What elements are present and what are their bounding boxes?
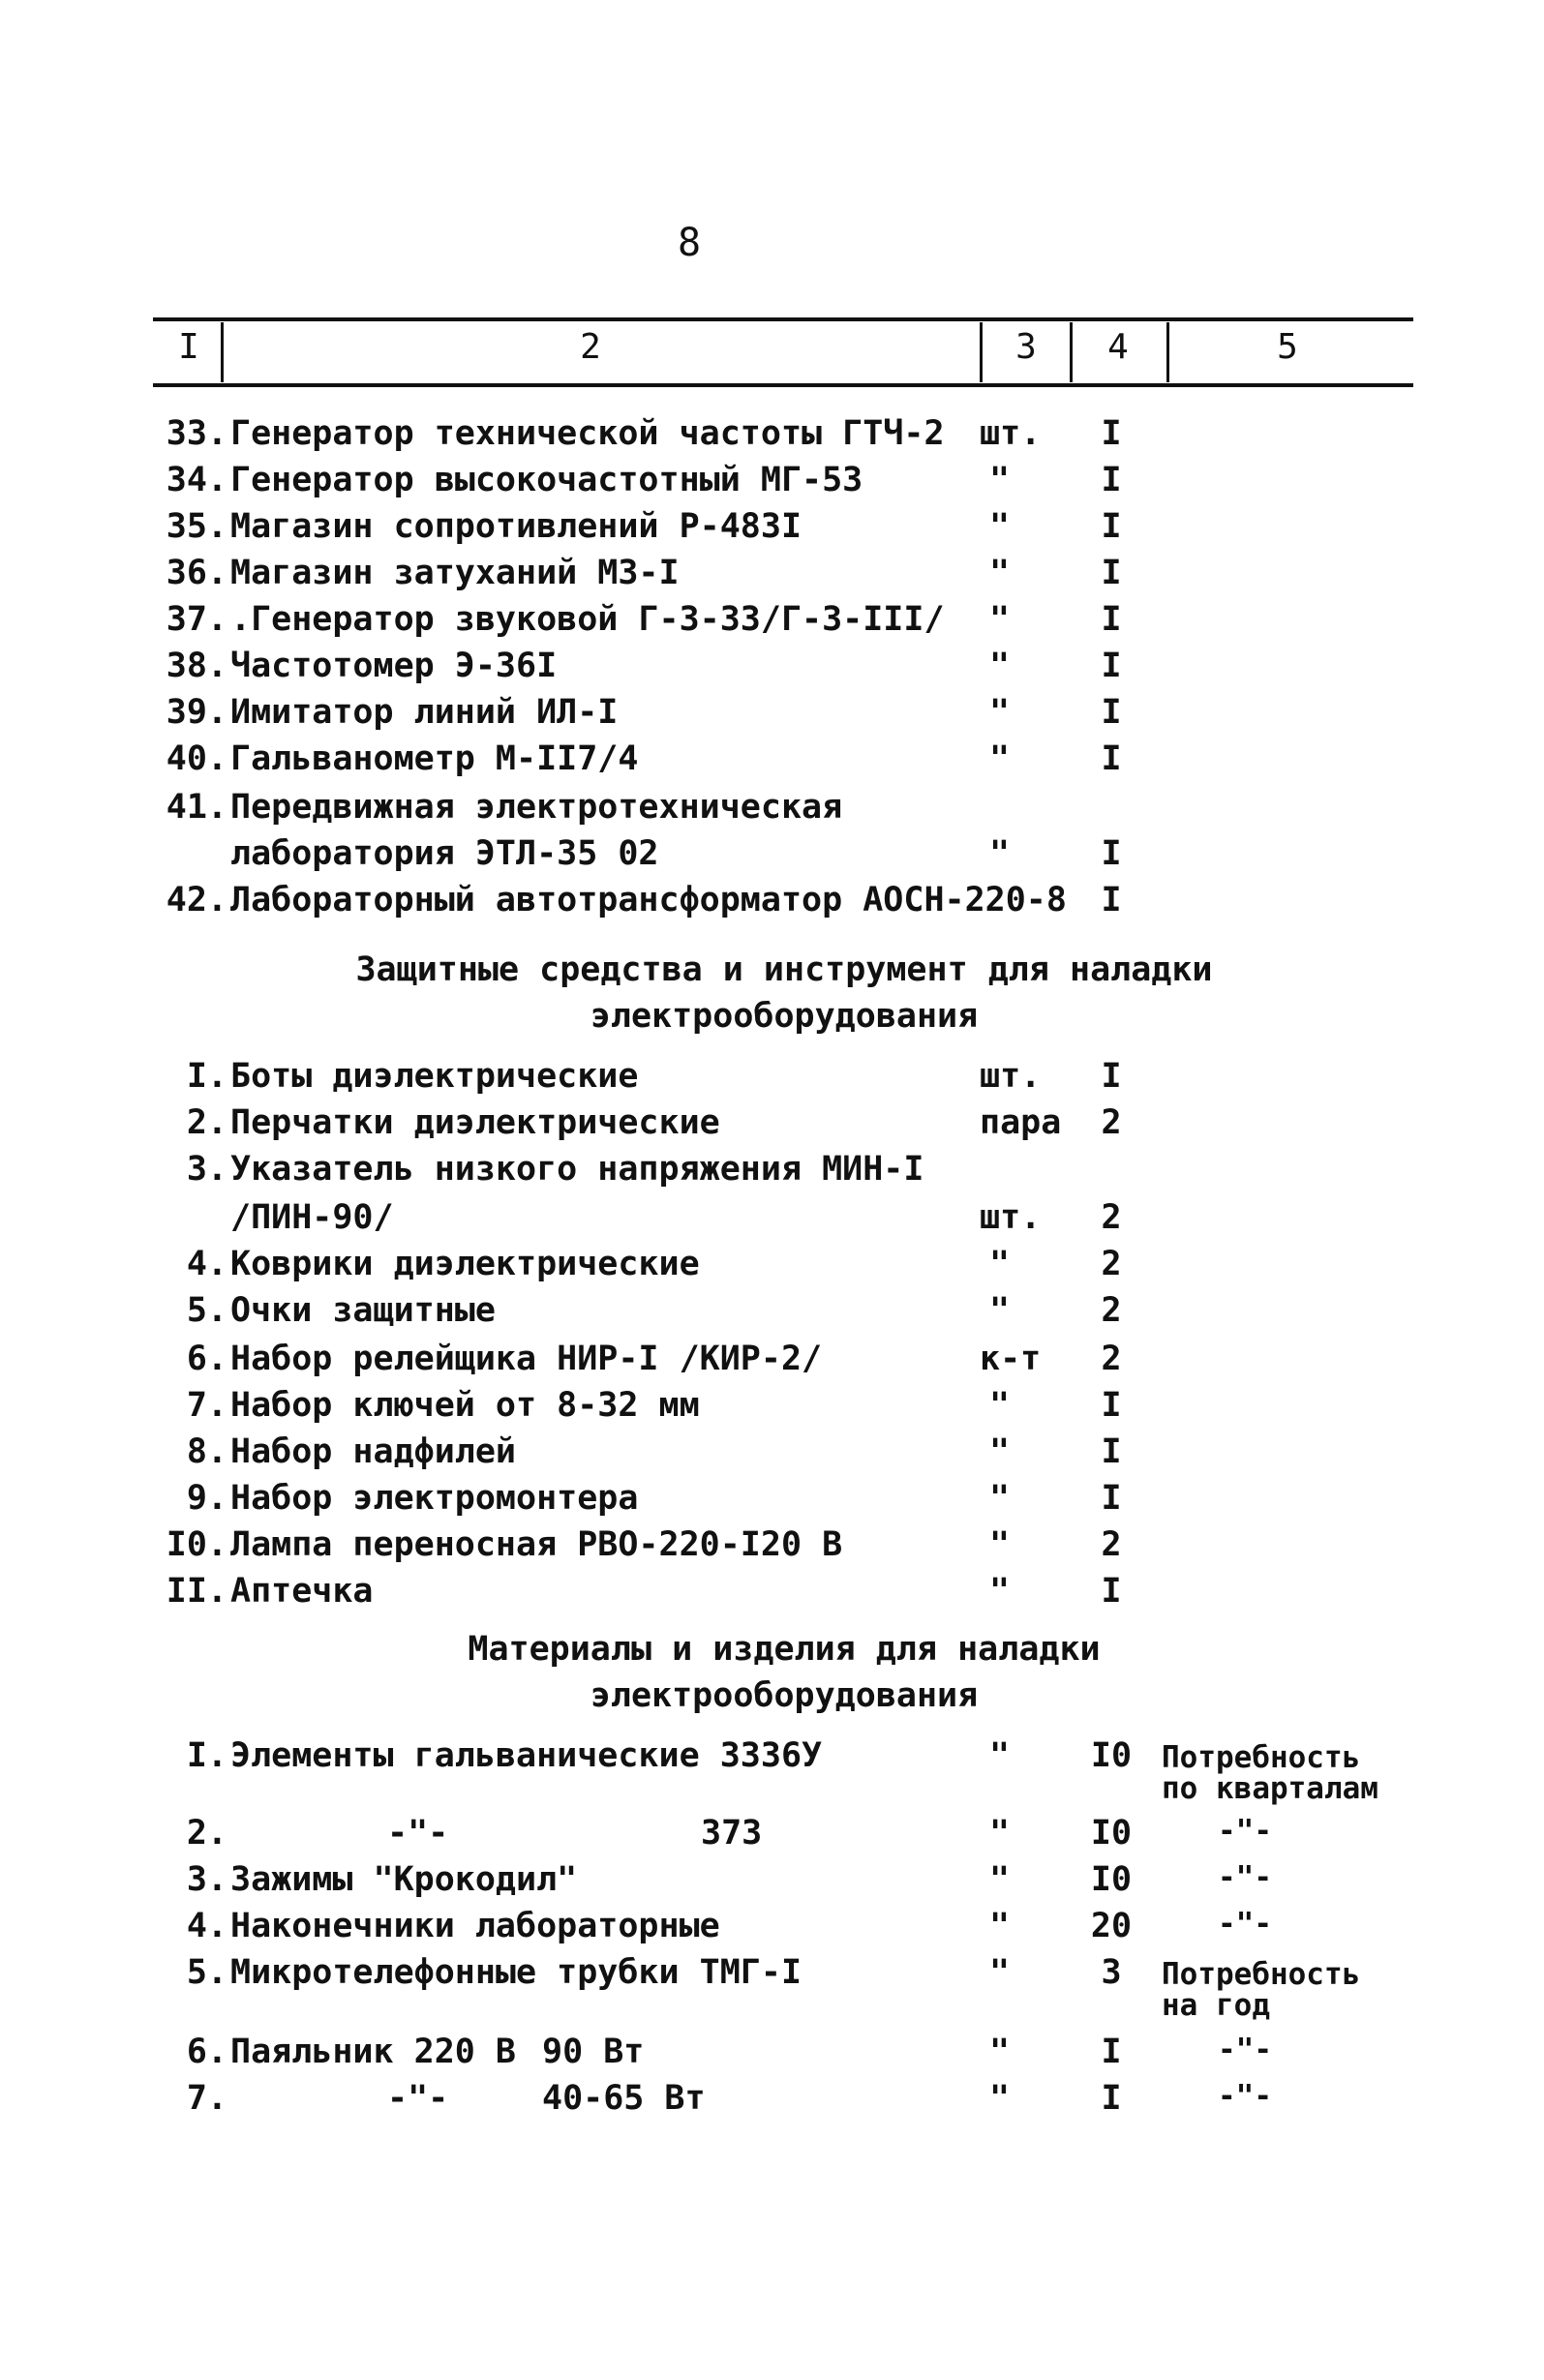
row-unit: " [989,834,1011,873]
column-separator [1166,322,1169,382]
row-name: /ПИН-90/ [230,1198,394,1237]
section-title-protective: Защитные средства и инструмент для наладки [355,950,1213,989]
row-unit: шт. [980,414,1042,453]
row-number: 8. [186,1432,227,1471]
row-quantity: I [1101,554,1122,592]
row-note: -"- [1218,1814,1272,1849]
row-quantity: I [1101,834,1122,873]
row-name: Микротелефонные трубки ТМГ-I [230,1953,802,1992]
row-unit: пара [980,1103,1062,1142]
row-unit: " [989,1736,1011,1775]
row-unit: " [989,507,1011,546]
row-name: Зажимы "Крокодил" [230,1860,578,1899]
row-number: 34. [166,461,227,499]
row-name: Лампа переносная РВО-220-I20 В [230,1525,843,1564]
column-separator [1070,322,1073,382]
row-number: 35. [166,507,227,546]
row-name: Имитатор линий ИЛ-I [230,693,619,732]
row-quantity: I [1101,461,1122,499]
row-number: 4. [186,1245,227,1283]
row-name: Коврики диэлектрические [230,1245,700,1283]
row-quantity: I [1101,2079,1122,2118]
row-quantity: 2 [1101,1245,1122,1283]
row-number: 6. [186,1340,227,1378]
column-header-3: 3 [1015,327,1037,367]
page-number: 8 [678,221,702,265]
row-number: 40. [166,739,227,778]
row-unit: " [989,1245,1011,1283]
row-quantity: I0 [1090,1736,1133,1775]
row-unit: " [989,1479,1011,1518]
row-quantity: I [1101,414,1122,453]
row-quantity: 20 [1090,1907,1133,1945]
row-number: 39. [166,693,227,732]
row-quantity: 2 [1101,1340,1122,1378]
row-quantity: I [1101,1479,1122,1518]
row-unit: " [989,1907,1011,1945]
row-name: Генератор технической частоты ГТЧ-2 [230,414,945,453]
row-unit: " [989,461,1011,499]
row-unit: " [989,1291,1011,1330]
row-quantity: I [1101,1432,1122,1471]
row-note: Потребность на год [1162,1957,1361,2023]
header-rule-bottom [153,383,1413,387]
row-unit: " [989,739,1011,778]
column-header-2: 2 [580,327,601,367]
row-number: 42. [166,881,227,919]
row-quantity: 2 [1101,1198,1122,1237]
row-quantity: 2 [1101,1291,1122,1330]
row-name: -"- [387,2079,449,2118]
row-name: -"- [387,1814,449,1853]
row-unit: " [989,1860,1011,1899]
row-name: Боты диэлектрические [230,1057,639,1096]
row-number: 7. [186,1386,227,1425]
row-name: Очки защитные [230,1291,496,1330]
row-quantity: I [1101,1386,1122,1425]
row-quantity: 2 [1101,1103,1122,1142]
row-number: 6. [186,2033,227,2071]
row-note: -"- [1218,2079,1272,2114]
row-quantity: I [1101,600,1122,639]
row-name: Лабораторный автотрансформатор АОСН-220-8 [230,881,1067,919]
row-quantity: I [1101,1572,1122,1611]
row-number: 36. [166,554,227,592]
row-unit: " [989,1953,1011,1992]
row-number: 2. [186,1814,227,1853]
row-unit: к-т [980,1340,1042,1378]
row-unit: " [989,1572,1011,1611]
row-number: 7. [186,2079,227,2118]
section-title-protective-line2: электрооборудования [590,997,979,1036]
row-number: 3. [186,1150,227,1189]
row-number: 38. [166,647,227,685]
row-unit: шт. [980,1057,1042,1096]
row-unit: " [989,1525,1011,1564]
row-name: Паяльник 220 В [230,2033,517,2071]
row-quantity: I [1101,507,1122,546]
row-number: 4. [186,1907,227,1945]
row-name: Гальванометр М-II7/4 [230,739,639,778]
row-name: Наконечники лабораторные [230,1907,720,1945]
row-note: -"- [1218,1860,1272,1895]
row-name: Элементы гальванические 3336У [230,1736,823,1775]
row-number: 37. [166,600,227,639]
row-unit: " [989,693,1011,732]
row-name: Магазин сопротивлений Р-483I [230,507,802,546]
row-name: Генератор высокочастотный МГ-53 [230,461,863,499]
row-number: 5. [186,1953,227,1992]
row-quantity: I [1101,693,1122,732]
row-note: -"- [1218,2033,1272,2067]
row-name: Частотомер Э-36I [230,647,558,685]
row-unit: " [989,1814,1011,1853]
row-quantity: I [1101,647,1122,685]
row-number: 5. [186,1291,227,1330]
row-note: -"- [1218,1907,1272,1942]
row-unit: " [989,600,1011,639]
column-header-1: I [178,327,199,367]
row-number: II. [166,1572,227,1611]
row-name: Перчатки диэлектрические [230,1103,720,1142]
row-number: 33. [166,414,227,453]
row-quantity: 3 [1101,1953,1122,1992]
header-rule-top [153,317,1413,321]
row-unit: " [989,1432,1011,1471]
row-name-detail: 40-65 Вт [542,2079,706,2118]
row-name: Набор ключей от 8-32 мм [230,1386,700,1425]
row-name-detail: 373 [701,1814,763,1853]
row-name: лаборатория ЭТЛ-35 02 [230,834,659,873]
row-quantity: 2 [1101,1525,1122,1564]
row-unit: " [989,1386,1011,1425]
row-unit: шт. [980,1198,1042,1237]
row-quantity: I0 [1090,1860,1133,1899]
row-unit: " [989,647,1011,685]
row-number: I0. [166,1525,227,1564]
row-quantity: I0 [1090,1814,1133,1853]
row-quantity: I [1101,1057,1122,1096]
row-name: Набор электромонтера [230,1479,639,1518]
row-quantity: I [1101,739,1122,778]
row-name: Набор надфилей [230,1432,517,1471]
row-name: Магазин затуханий МЗ-I [230,554,680,592]
row-name: Аптечка [230,1572,374,1611]
section-title-materials-line2: электрооборудования [590,1676,979,1715]
row-number: 3. [186,1860,227,1899]
row-number: 9. [186,1479,227,1518]
row-name-detail: 90 Вт [542,2033,645,2071]
row-name: Передвижная электротехническая [230,788,843,827]
column-separator [221,322,224,382]
row-name: Набор релейщика НИР-I /КИР-2/ [230,1340,823,1378]
row-quantity: I [1101,881,1122,919]
row-number: 2. [186,1103,227,1142]
row-unit: " [989,554,1011,592]
row-note: Потребность по кварталам [1162,1740,1378,1806]
row-unit: " [989,2033,1011,2071]
row-quantity: I [1101,2033,1122,2071]
row-unit: " [989,2079,1011,2118]
column-separator [980,322,983,382]
row-number: I. [186,1057,227,1096]
column-header-4: 4 [1107,327,1129,367]
row-name: .Генератор звуковой Г-3-33/Г-3-III/ [230,600,945,639]
column-header-5: 5 [1277,327,1298,367]
row-number: I. [186,1736,227,1775]
section-title-materials: Материалы и изделия для наладки [468,1630,1101,1669]
row-number: 41. [166,788,227,827]
row-name: Указатель низкого напряжения МИН-I [230,1150,924,1189]
